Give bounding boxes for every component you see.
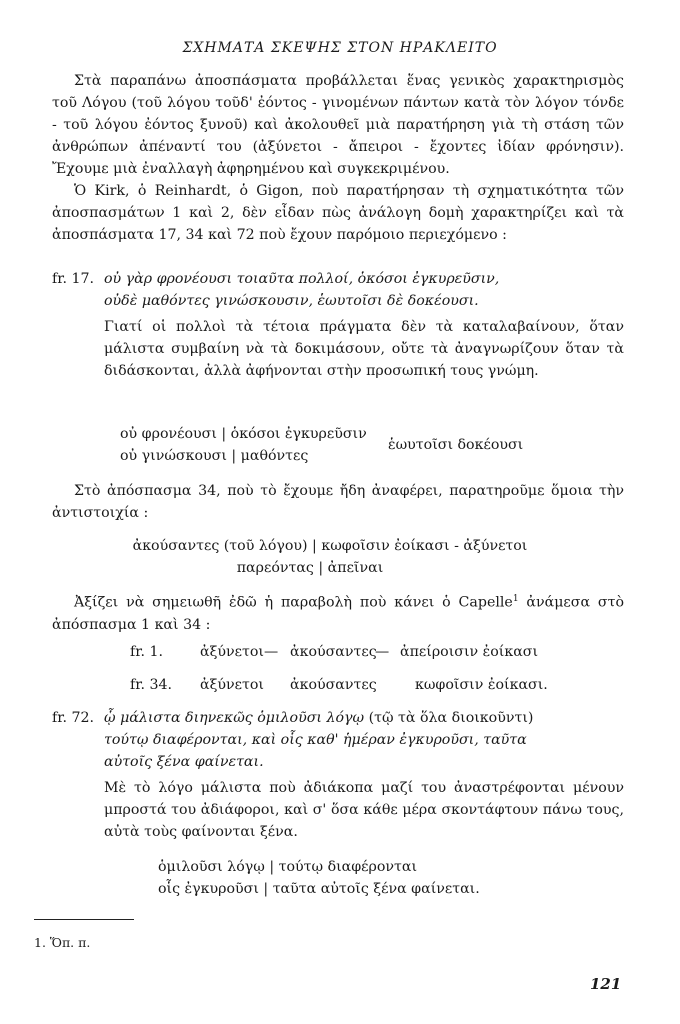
comparison-cell: ἀξύνετοι (200, 677, 264, 693)
schema-row: ὁμιλοῦσι λόγῳ | τούτῳ διαφέρονται (158, 859, 418, 875)
fragment-content (104, 268, 624, 382)
footnote: 1. Ὅπ. π. (34, 935, 91, 950)
greek-line: τούτῳ διαφέρονται, καὶ οἷς καθ' ἡμέραν ἐγκυροῦσι, ταῦτα (104, 732, 527, 748)
capelle-text: Ἀξίζει νὰ σημειωθῆ ἐδῶ ἡ παραβολὴ ποὺ κάνει ὁ Capelle (74, 594, 513, 611)
intro-paragraph-1: Στὰ παραπάνω ἀποσπάσματα προβάλλεται ἕνας γενικὸς χαρακτηρισμὸς τοῦ Λόγου (τοῦ λόγου τοῦδ' ἐόντος - γινομένων πάντων κατὰ τὸν λόγον τόνδε - τοῦ λόγου ἐόντος ξυνοῦ) καὶ ἀκολουθεῖ μιὰ παρατήρηση γιὰ τὴ στάση τῶν ἀνθρώπων ἀπέναντί του (ἀξύνετοι - ἄπειροι - ἔχοντες ἰδίαν φρόνησιν). Ἔχουμε μιὰ ἐναλλαγὴ ἀφηρημένου καὶ συγκεκριμένου. (52, 73, 624, 177)
comparison-cell: ἀκούσαντες (290, 644, 377, 660)
comparison-dash: — (264, 644, 279, 660)
schema-fr72 (158, 856, 480, 900)
comparison-cell: ἀξύνετοι (200, 644, 264, 660)
comparison-label: fr. 1. (130, 644, 164, 660)
fragment-label: fr. 17. (52, 271, 95, 287)
greek-line: αὐτοῖς ξένα φαίνεται. (104, 754, 264, 770)
intro-paragraph-2: Ὁ Kirk, ὁ Reinhardt, ὁ Gigon, ποὺ παρατήρησαν τὴ σχηματικότητα τῶν ἀποσπασμάτων 1 καὶ 2, δὲν εἶδαν πὼς ἀνάλογη δομὴ χαρακτηρίζει καὶ τὰ ἀποσπάσματα 17, 34 καὶ 72 ποὺ ἔχουν παρόμοιο περιεχόμενο : (52, 183, 624, 243)
translation: Γιατί οἱ πολλοὶ τὰ τέτοια πράγματα δὲν τὰ καταλαβαίνουν, ὅταν μάλιστα συμβαίνη νὰ τὰ δοκιμάσουν, οὔτε τὰ ἀναγνωρίζουν ὅταν τὰ διδάσκονται, ἀλλὰ ἀφήνονται στὴν προσωπική τους γνώμη. (104, 319, 624, 379)
schema-row: οἷς ἐγκυροῦσι | ταῦτα αὐτοῖς ξένα φαίνεται. (158, 881, 480, 897)
schema-row: ἀκούσαντες (τοῦ λόγου) | κωφοῖσιν ἐοίκασι - ἀξύνετοι (132, 538, 528, 554)
comparison-dash: — (375, 644, 390, 660)
fr34-intro (52, 480, 624, 524)
schema-row: οὐ γινώσκουσι | μαθόντες (120, 448, 309, 464)
comparison-cell: ἀπείροισιν ἐοίκασι (400, 644, 539, 660)
schema-fr17-right: ἑωυτοῖσι δοκέουσι (388, 437, 524, 453)
footnote-ref: 1 (512, 594, 519, 604)
page-number: 121 (590, 975, 622, 993)
capelle-paragraph (52, 588, 624, 636)
footnote-divider (34, 919, 134, 920)
fr34-intro-text: Στὸ ἀπόσπασμα 34, ποὺ τὸ ἔχουμε ἤδη ἀναφέρει, παρατηροῦμε ὅμοια τὴν ἀντιστοιχία : (52, 483, 624, 521)
greek-plain: (τῷ τὰ ὅλα διοικοῦντι) (364, 710, 534, 726)
fragment-label: fr. 72. (52, 710, 95, 726)
capelle-text-after: ἀνάμεσα στὸ ἀπόσπασμα 1 καὶ 34 : (52, 594, 624, 633)
intro-section (52, 70, 624, 246)
running-head: ΣΧΗΜΑΤΑ ΣΚΕΨΗΣ ΣΤΟΝ ΗΡΑΚΛΕΙΤΟ (182, 40, 498, 56)
greek-line (104, 707, 624, 729)
comparison-cell: κωφοῖσιν ἐοίκασι. (415, 677, 548, 693)
greek-line: οὐ γὰρ φρονέουσι τοιαῦτα πολλοί, ὁκόσοι ἐγκυρεῦσιν, (104, 271, 500, 287)
capelle-section (52, 588, 624, 636)
schema-row: οὐ φρονέουσι | ὁκόσοι ἐγκυρεῦσιν (120, 426, 367, 442)
greek-line: οὐδὲ μαθόντες γινώσκουσιν, ἑωυτοῖσι δὲ δοκέουσι. (104, 293, 479, 309)
comparison-cell: ἀκούσαντες (290, 677, 377, 693)
fragment-content (104, 707, 624, 843)
schema-fr34 (120, 535, 540, 579)
schema-row: παρεόντας | ἀπεῖναι (236, 560, 384, 576)
schema-fr17 (120, 423, 367, 467)
comparison-label: fr. 34. (130, 677, 173, 693)
greek-italic: ᾧ μάλιστα διηνεκῶς ὁμιλοῦσι λόγῳ (104, 710, 365, 726)
translation: Μὲ τὸ λόγο μάλιστα ποὺ ἀδιάκοπα μαζί του ἀναστρέφονται μένουν μπροστά του ἀδιάφοροι, καὶ σ' ὅσα κάθε μέρα σκοντάφτουν πάνω τους, αὐτὰ τοὺς φαίνονται ξένα. (104, 780, 624, 840)
